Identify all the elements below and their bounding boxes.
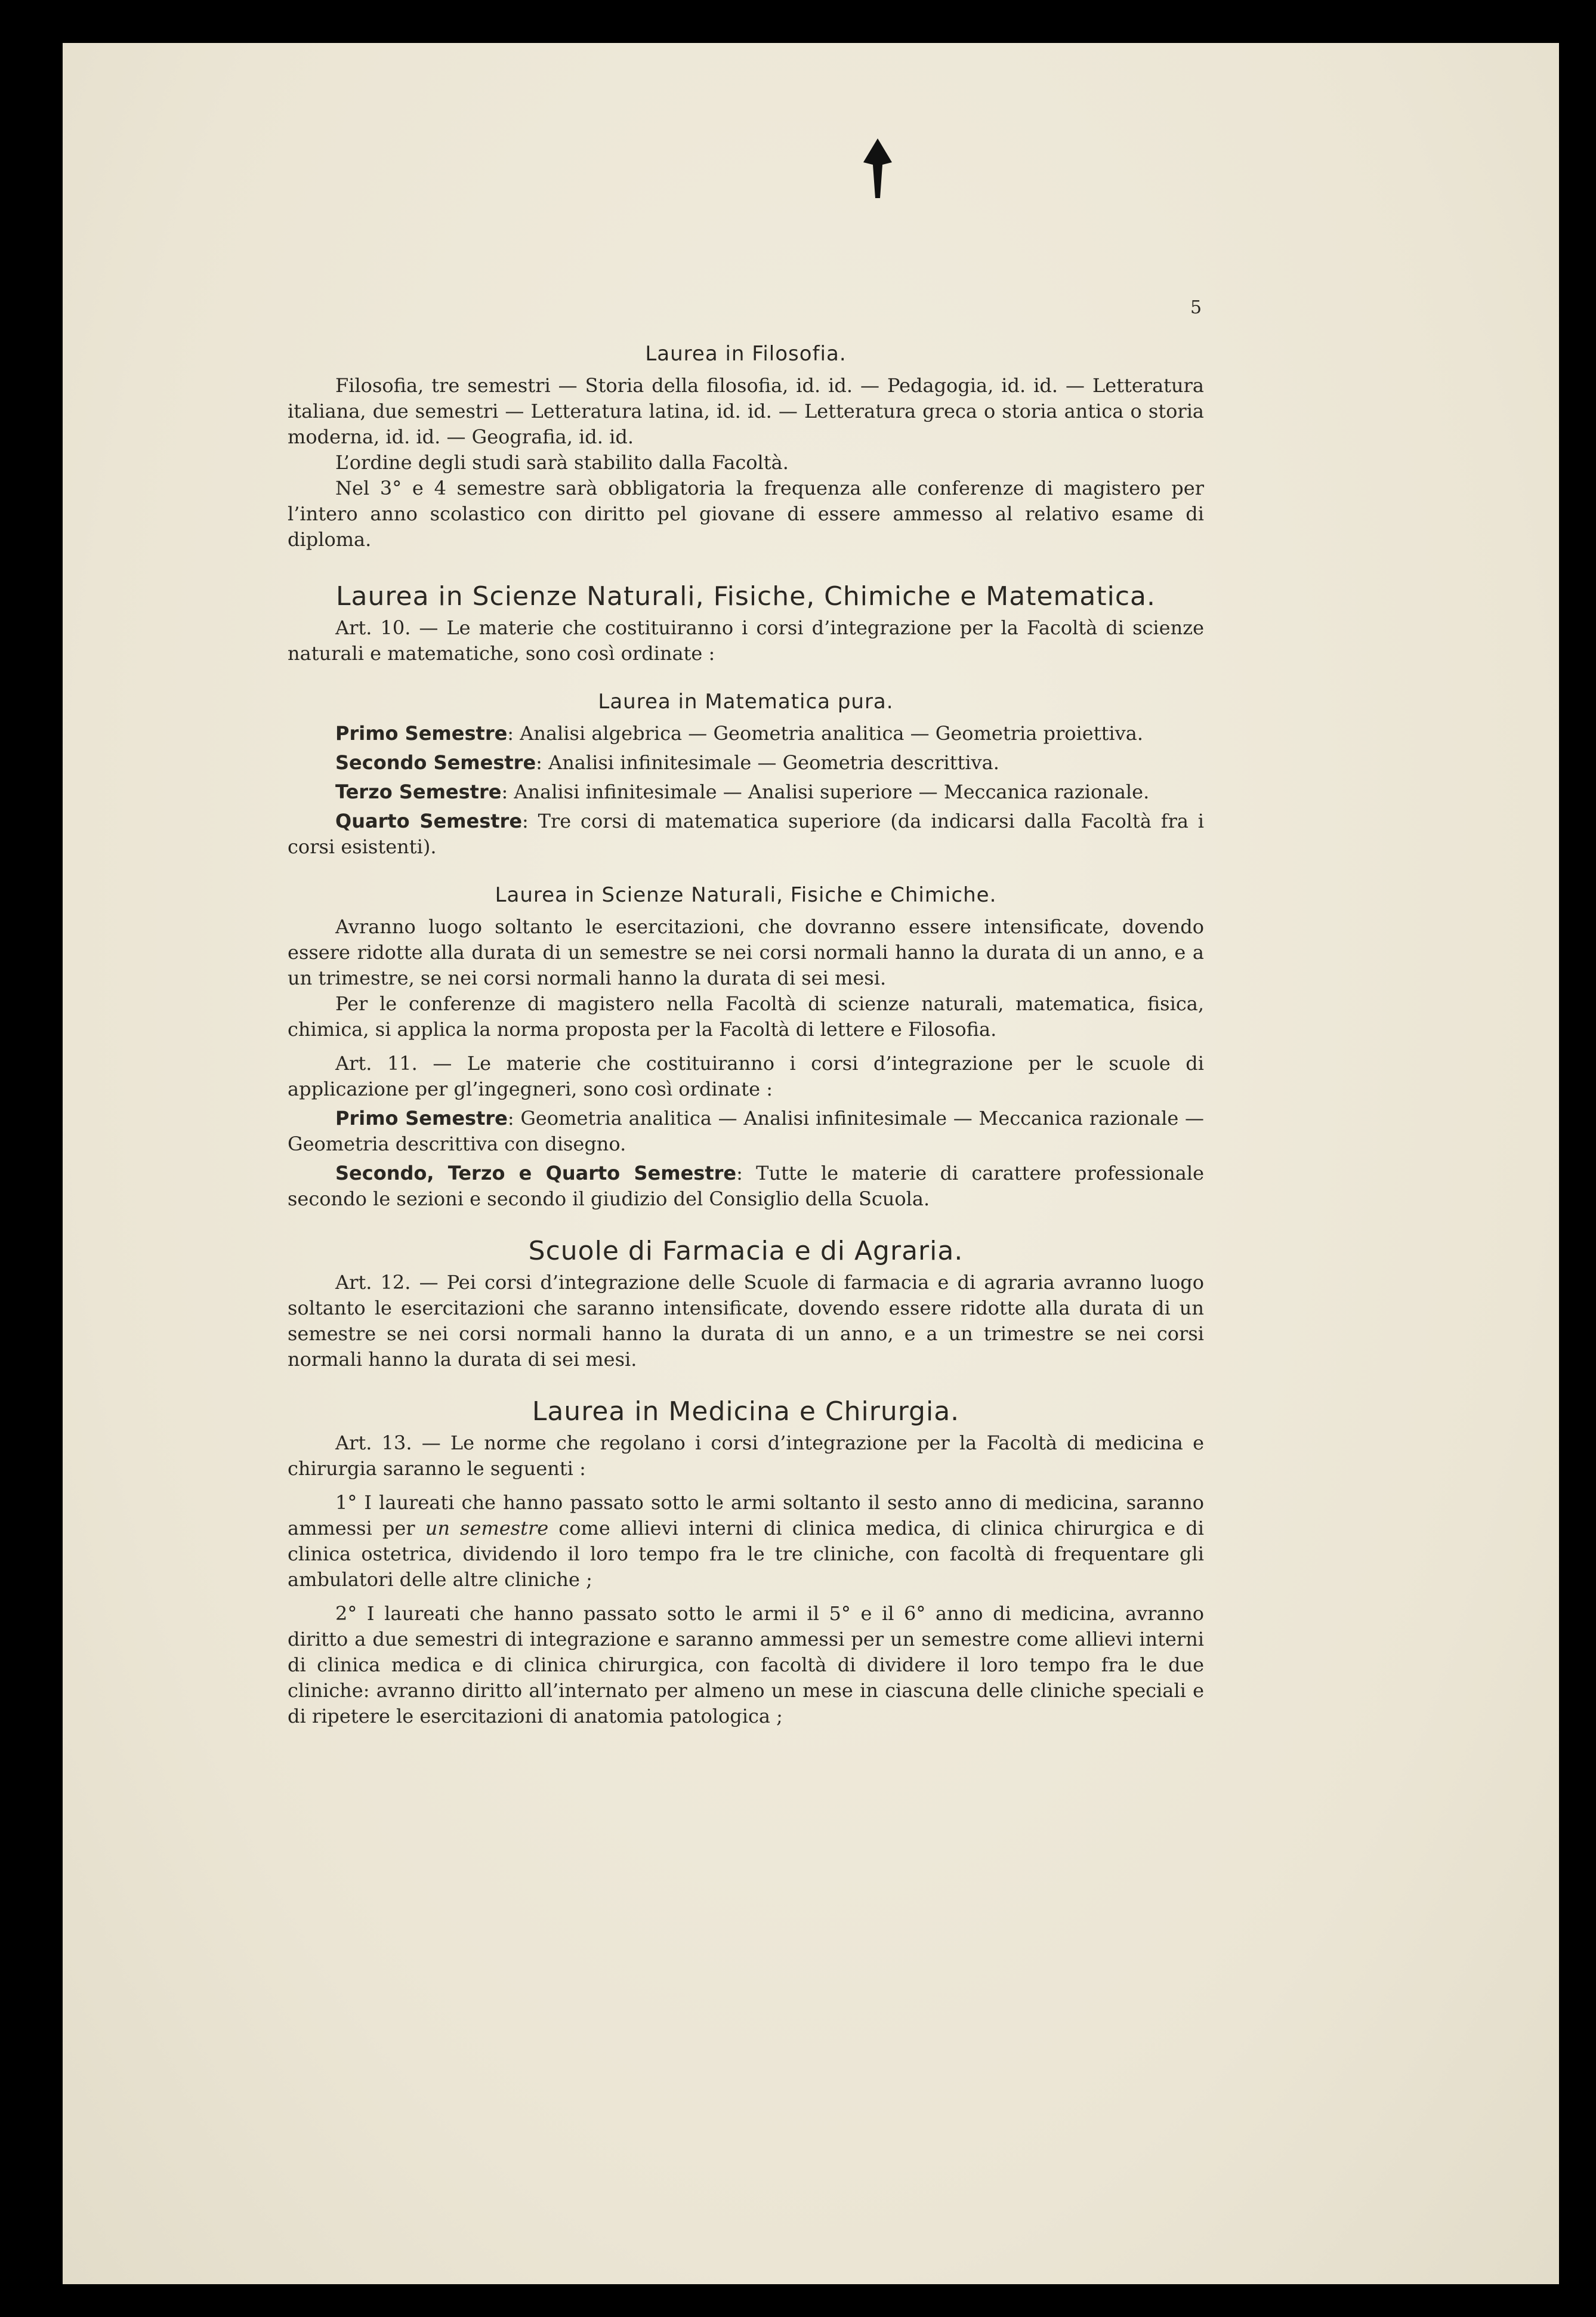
semester-text: : Tre corsi di matematica superiore (da indicarsi dalla Facoltà fra i corsi esistenti). — [288, 810, 1205, 858]
semester-label: Primo Semestre — [335, 722, 508, 745]
article-11: Art. 11. — Le materie che costituiranno i corsi d’integrazione per le scuole di applicazione per gl’ingegneri, sono così ordinate : — [288, 1052, 1204, 1100]
semester-text: : Analisi algebrica — Geometria analitica — Geometria proiettiva. — [507, 722, 1143, 745]
paragraph: Per le conferenze di magistero nella Facoltà di scienze naturali, matematica, fisica, chimica, si applica la norma proposta per la Facoltà di lettere e Filosofia. — [288, 992, 1204, 1041]
punched-hole-mark — [862, 138, 893, 198]
list-item-text: 1° I laureati che hanno passato sotto le armi soltanto il sesto anno di medicina, saranno ammessi per — [288, 1491, 1204, 1539]
semester-text: : Analisi infinitesimale — Analisi superiore — Meccanica razionale. — [501, 780, 1150, 803]
paragraph: Avranno luogo soltanto le esercitazioni, che dovranno essere intensificate, dovendo essere ridotte alla durata di un semestre se nei corsi normali hanno la durata di un anno, e a un trimestre, se nei corsi normali hanno la durata di sei mesi. — [288, 915, 1204, 989]
paragraph: L’ordine degli studi sarà stabilito dalla Facoltà. — [335, 451, 789, 474]
article-13: Art. 13. — Le norme che regolano i corsi d’integrazione per la Facoltà di medicina e chirurgia saranno le seguenti : — [288, 1431, 1204, 1480]
document-body — [288, 292, 1204, 1729]
semester-label: Secondo Semestre — [335, 751, 536, 774]
semester-row — [288, 750, 1204, 776]
semester-row — [288, 779, 1204, 805]
paragraph: Filosofia, tre semestri — Storia della filosofia, id. id. — Pedagogia, id. id. — Letteratura italiana, due semestri — Letteratura latina, id. id. — Letteratura greca o storia antica o storia moderna, id. id. — Geografia, id. id. — [288, 374, 1204, 448]
list-item-text: come allievi interni di clinica medica, di clinica chirurgica e di clinica ostetrica, dividendo il loro tempo fra le tre cliniche, con facoltà di frequentare gli ambulatori delle altre cliniche ; — [288, 1517, 1205, 1591]
list-item: 2° I laureati che hanno passato sotto le armi il 5° e il 6° anno di medicina, avranno diritto a due semestri di integrazione e saranno ammessi per un semestre come allievi interni di clinica medica e di clinica chirurgica, con facoltà di dividere il loro tempo fra le due cliniche: avranno diritto all’internato per almeno un mese in ciascuna delle cliniche speciali e di ripetere le esercitazioni di anatomia patologica ; — [288, 1602, 1204, 1727]
heading-matematica: Laurea in Matematica pura. — [598, 690, 894, 714]
semester-label: Quarto Semestre — [335, 810, 523, 832]
semester-row — [288, 1106, 1204, 1157]
heading-naturali: Laurea in Scienze Naturali, Fisiche e Chimiche. — [495, 883, 997, 907]
article-10: Art. 10. — Le materie che costituiranno i corsi d’integrazione per la Facoltà di scienze naturali e matematiche, sono così ordinate : — [288, 616, 1204, 665]
heading-medicina: Laurea in Medicina e Chirurgia. — [532, 1396, 960, 1427]
list-item — [288, 1490, 1204, 1593]
semester-text: : Geometria analitica — Analisi infinitesimale — Meccanica razionale — Geometria descrittiva con disegno. — [288, 1107, 1204, 1155]
article-12: Art. 12. — Pei corsi d’integrazione delle Scuole di farmacia e di agraria avranno luogo soltanto le esercitazioni che saranno intensificate, dovendo essere ridotte alla durata di un semestre se nei corsi normali hanno la durata di un anno, e a un trimestre se nei corsi normali hanno la durata di sei mesi. — [288, 1271, 1204, 1371]
semester-row — [288, 1161, 1204, 1212]
emphasis: un semestre — [425, 1517, 549, 1539]
semester-text: : Analisi infinitesimale — Geometria descrittiva. — [536, 751, 999, 774]
semester-row — [288, 721, 1204, 746]
semester-row — [288, 809, 1204, 860]
semester-label: Primo Semestre — [335, 1107, 508, 1130]
heading-scienze: Laurea in Scienze Naturali, Fisiche, Chimiche e Matematica. — [336, 581, 1156, 612]
heading-farmacia: Scuole di Farmacia e di Agraria. — [528, 1236, 964, 1266]
paragraph: Nel 3° e 4 semestre sarà obbligatoria la frequenza alle conferenze di magistero per l’intero anno scolastico con diritto pel giovane di essere ammesso al relativo esame di diploma. — [288, 477, 1204, 551]
semester-label: Secondo, Terzo e Quarto Semestre — [335, 1162, 737, 1184]
page-number: 5 — [1190, 297, 1202, 318]
semester-label: Terzo Semestre — [335, 780, 502, 803]
heading-filosofia: Laurea in Filosofia. — [645, 342, 847, 366]
semester-text: : Tutte le materie di carattere professionale secondo le sezioni e secondo il giudizio del Consiglio della Scuola. — [288, 1162, 1205, 1210]
